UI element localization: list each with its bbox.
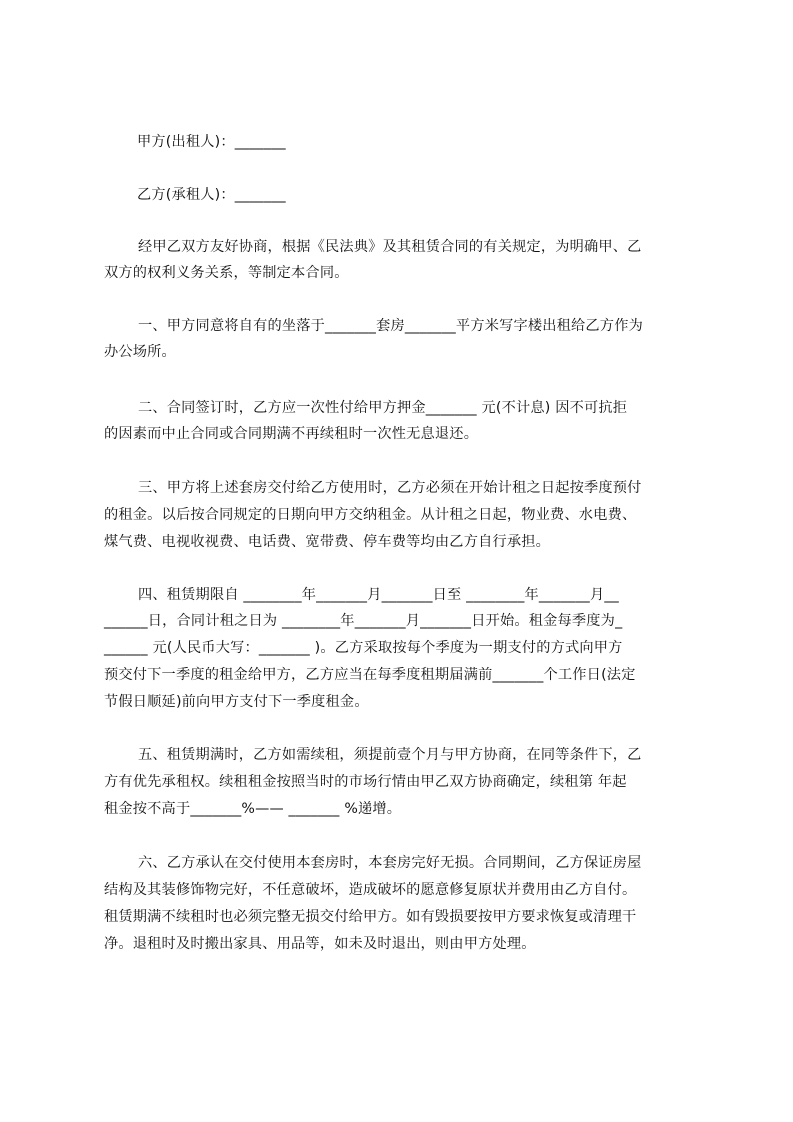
clause-4-line-1: 四、租赁期限自 ________年_______月_______日至 ________年_______月__ bbox=[138, 587, 619, 603]
clause-4-line-4: 预交付下一季度的租金给甲方，乙方应当在每季度租期届满前_______个工作日(法定 bbox=[104, 667, 636, 683]
clause-1-line-1: 一、甲方同意将自有的坐落于_______套房_______平方米写字楼出租给乙方作为 bbox=[138, 318, 643, 334]
clause-1-line-2: 办公场所。 bbox=[104, 344, 176, 360]
clause-3-line-2: 的租金。以后按合同规定的日期向甲方交纳租金。从计租之日起，物业费、水电费、 bbox=[104, 507, 637, 523]
party-a-line: 甲方(出租人)：_______ bbox=[137, 134, 286, 150]
clause-6-line-3: 租赁期满不续租时也必须完整无损交付给甲方。如有毁损要按甲方要求恢复或清理干 bbox=[104, 909, 637, 925]
clause-4-line-5: 节假日顺延)前向甲方支付下一季度租金。 bbox=[104, 694, 369, 710]
clause-2-line-2: 的因素而中止合同或合同期满不再续租时一次性无息退还。 bbox=[104, 426, 479, 442]
clause-6-line-4: 净。退租时及时搬出家具、用品等，如未及时退出，则由甲方处理。 bbox=[104, 936, 536, 952]
clause-3-line-3: 煤气费、电视收视费、电话费、宽带费、停车费等均由乙方自行承担。 bbox=[104, 534, 551, 550]
preamble-line-1: 经甲乙双方友好协商，根据《民法典》及其租赁合同的有关规定，为明确甲、乙 bbox=[138, 239, 642, 255]
clause-2-line-1: 二、合同签订时，乙方应一次性付给甲方押金_______ 元(不计息) 因不可抗拒 bbox=[138, 400, 628, 416]
clause-5-line-1: 五、租赁期满时，乙方如需续租，须提前壹个月与甲方协商，在同等条件下，乙 bbox=[138, 747, 642, 763]
party-b-line: 乙方(承租人)：_______ bbox=[137, 187, 286, 203]
clause-5-line-2: 方有优先承租权。续租租金按照当时的市场行情由甲乙双方协商确定，续租第 年起 bbox=[104, 774, 627, 790]
clause-4-line-3: ______ 元(人民币大写：_______ )。乙方采取按每个季度为一期支付的方式向甲方 bbox=[104, 640, 623, 656]
clause-6-line-2: 结构及其装修饰物完好，不任意破坏，造成破坏的愿意修复原状并费用由乙方自付。 bbox=[104, 882, 637, 898]
clause-4-line-2: ______日，合同计租之日为 ________年_______月_______日开始。租金每季度为_ bbox=[104, 613, 623, 629]
clause-3-line-1: 三、甲方将上述套房交付给乙方使用时，乙方必须在开始计租之日起按季度预付 bbox=[138, 480, 642, 496]
preamble-line-2: 双方的权利义务关系，等制定本合同。 bbox=[104, 265, 349, 281]
clause-5-line-3: 租金按不高于_______%—— _______ %递增。 bbox=[104, 801, 402, 817]
clause-6-line-1: 六、乙方承认在交付使用本套房时，本套房完好无损。合同期间，乙方保证房屋 bbox=[138, 855, 642, 871]
